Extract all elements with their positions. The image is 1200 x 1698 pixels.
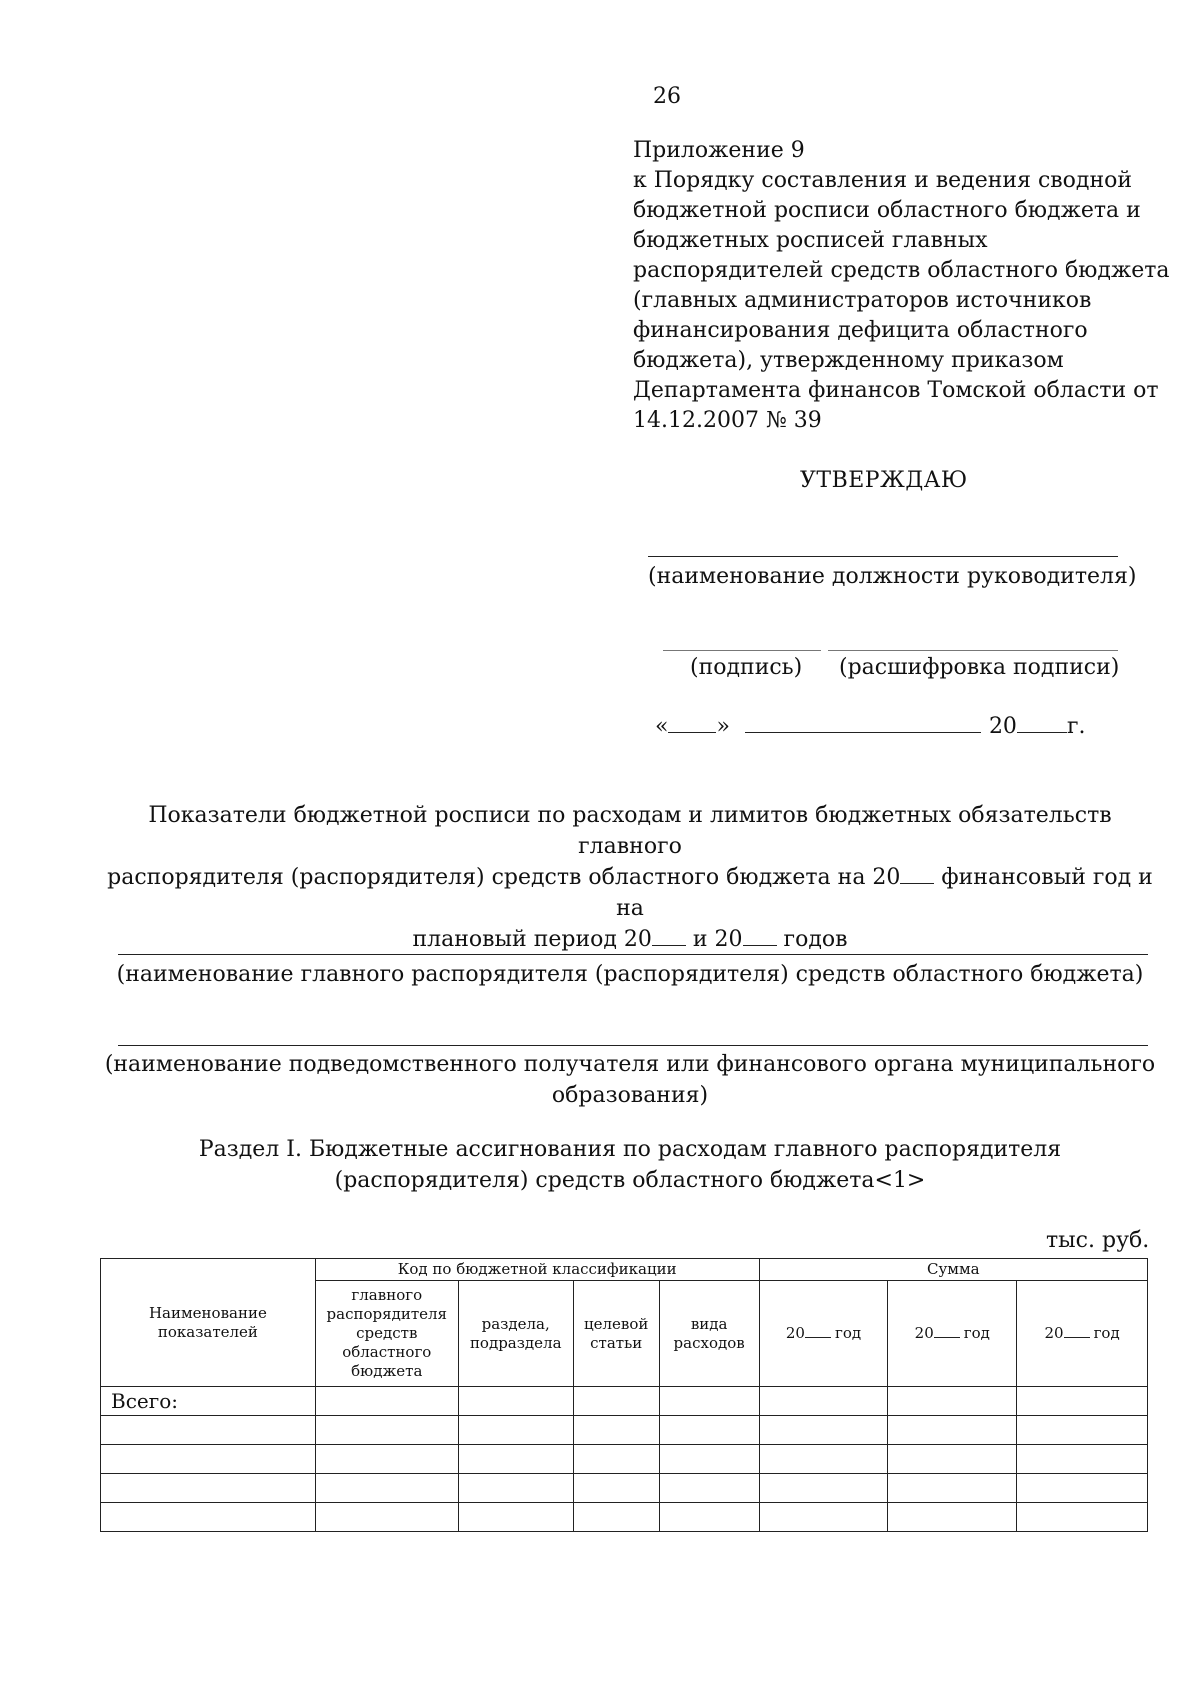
section-title-line-2: (распорядителя) средств областного бюджета<1> — [334, 1168, 926, 1193]
year-1-blank[interactable] — [805, 1325, 831, 1338]
table-cell[interactable] — [759, 1387, 888, 1416]
table-cell[interactable] — [1017, 1445, 1148, 1474]
table-cell[interactable] — [1017, 1503, 1148, 1532]
table-row — [101, 1445, 1148, 1474]
year-3-blank[interactable] — [1064, 1325, 1090, 1338]
position-blank-line[interactable] — [648, 556, 1118, 557]
table-cell[interactable] — [315, 1387, 458, 1416]
subordinate-blank-line[interactable] — [118, 1045, 1148, 1046]
table-cell[interactable] — [315, 1503, 458, 1532]
units-label: тыс. руб. — [1046, 1228, 1150, 1253]
table-cell[interactable] — [458, 1387, 573, 1416]
table-cell[interactable] — [1017, 1474, 1148, 1503]
title-line-3-part-3: годов — [776, 927, 848, 952]
appendix-line: распорядителей средств областного бюджета — [633, 258, 1170, 283]
date-year-suffix: г. — [1066, 714, 1086, 739]
table-cell[interactable] — [888, 1474, 1017, 1503]
title-line-2 — [100, 862, 1160, 924]
title-line-1: Показатели бюджетной росписи по расходам и лимитов бюджетных обязательств главного — [148, 803, 1112, 859]
plan-year-1-blank[interactable] — [652, 929, 686, 946]
date-day-blank[interactable] — [668, 714, 716, 733]
year-1-prefix: 20 — [785, 1324, 805, 1342]
table-cell[interactable] — [458, 1445, 573, 1474]
classification-header: Код по бюджетной классификации — [315, 1259, 759, 1281]
date-month-blank[interactable] — [745, 714, 981, 733]
table-cell[interactable] — [573, 1445, 659, 1474]
table-cell[interactable] — [458, 1474, 573, 1503]
table-cell[interactable] — [315, 1416, 458, 1445]
table-cell[interactable] — [315, 1474, 458, 1503]
appendix-line: бюджета), утвержденному приказом — [633, 348, 1064, 373]
subordinate-caption-line-1: (наименование подведомственного получателя или финансового органа муниципального — [104, 1052, 1156, 1077]
year-2-prefix: 20 — [914, 1324, 934, 1342]
table-cell[interactable] — [1017, 1387, 1148, 1416]
table-cell[interactable] — [573, 1387, 659, 1416]
subordinate-caption — [100, 1049, 1160, 1111]
table-cell[interactable] — [888, 1416, 1017, 1445]
title-line-3 — [100, 924, 1160, 955]
target-article-header: целевой статьи — [573, 1281, 659, 1387]
subordinate-caption-line-2: образования) — [551, 1083, 709, 1108]
table-cell[interactable] — [759, 1503, 888, 1532]
table-cell[interactable] — [759, 1474, 888, 1503]
year-2-header — [888, 1281, 1017, 1387]
year-1-suffix: год — [834, 1324, 862, 1342]
table-row-total — [101, 1387, 1148, 1416]
table-cell[interactable] — [573, 1503, 659, 1532]
table-cell[interactable] — [315, 1445, 458, 1474]
appendix-line: Департамента финансов Томской области от — [633, 378, 1159, 403]
expense-type-header: вида расходов — [659, 1281, 759, 1387]
table-cell[interactable] — [888, 1387, 1017, 1416]
indicator-header: Наименование показателей — [101, 1259, 316, 1387]
section-title-line-1: Раздел I. Бюджетные ассигнования по расходам главного распорядителя — [198, 1137, 1062, 1162]
table-cell[interactable] — [101, 1445, 316, 1474]
table-cell[interactable] — [101, 1503, 316, 1532]
appendix-line: бюджетной росписи областного бюджета и — [633, 198, 1141, 223]
table-cell[interactable] — [101, 1474, 316, 1503]
date-open-quote: « — [655, 714, 669, 739]
signature-decode-caption: (расшифровка подписи) — [839, 655, 1120, 680]
table-cell[interactable] — [573, 1474, 659, 1503]
page-number: 26 — [653, 84, 681, 109]
plan-year-2-blank[interactable] — [743, 929, 777, 946]
title-line-2-part-2: финансовый год и на — [616, 865, 1153, 921]
table-cell[interactable] — [659, 1445, 759, 1474]
main-distributor-blank-line[interactable] — [118, 954, 1148, 955]
signature-blank-line[interactable] — [663, 650, 821, 651]
fiscal-year-blank[interactable] — [900, 867, 934, 884]
date-year-prefix: 20 — [988, 714, 1017, 739]
signature-caption: (подпись) — [690, 655, 803, 680]
budget-allocations-table — [100, 1258, 1148, 1532]
total-label: Всего: — [101, 1387, 316, 1416]
sum-header: Сумма — [759, 1259, 1147, 1281]
table-cell[interactable] — [888, 1445, 1017, 1474]
appendix-reference — [633, 136, 1193, 436]
table-cell[interactable] — [101, 1416, 316, 1445]
appendix-line: бюджетных росписей главных — [633, 228, 988, 253]
year-3-suffix: год — [1093, 1324, 1120, 1342]
title-line-3-part-2: и 20 — [685, 927, 743, 952]
appendix-line: Приложение 9 — [633, 138, 805, 163]
year-1-header — [759, 1281, 888, 1387]
table-cell[interactable] — [659, 1503, 759, 1532]
signature-decode-blank-line[interactable] — [828, 650, 1118, 651]
table-cell[interactable] — [888, 1503, 1017, 1532]
document-title — [100, 800, 1160, 955]
appendix-line: 14.12.2007 № 39 — [633, 408, 822, 433]
table-cell[interactable] — [573, 1416, 659, 1445]
table-cell[interactable] — [1017, 1416, 1148, 1445]
appendix-line: к Порядку составления и ведения сводной — [633, 168, 1133, 193]
table-cell[interactable] — [458, 1503, 573, 1532]
year-3-prefix: 20 — [1044, 1324, 1064, 1342]
table-cell[interactable] — [659, 1387, 759, 1416]
title-line-2-part-1: распорядителя (распорядителя) средств областного бюджета на 20 — [107, 865, 901, 890]
date-close-quote: » — [716, 714, 730, 739]
section-title — [160, 1134, 1100, 1196]
appendix-line: (главных администраторов источников — [633, 288, 1092, 313]
year-2-blank[interactable] — [934, 1325, 960, 1338]
position-caption: (наименование должности руководителя) — [648, 564, 1137, 589]
table-cell[interactable] — [759, 1445, 888, 1474]
table-row — [101, 1503, 1148, 1532]
table-cell[interactable] — [458, 1416, 573, 1445]
date-year-blank[interactable] — [1017, 714, 1067, 733]
table-cell[interactable] — [759, 1416, 888, 1445]
table-cell[interactable] — [659, 1416, 759, 1445]
section-code-header: раздела, подраздела — [458, 1281, 573, 1387]
table-row — [101, 1416, 1148, 1445]
table-row — [101, 1474, 1148, 1503]
main-distributor-caption: (наименование главного распорядителя (распорядителя) средств областного бюджета) — [116, 962, 1144, 987]
approval-date-row — [655, 714, 1085, 739]
distributor-code-header: главного распорядителя средств областного бюджета — [315, 1281, 458, 1387]
table-cell[interactable] — [659, 1474, 759, 1503]
title-line-3-part-1: плановый период 20 — [412, 927, 652, 952]
year-3-header — [1017, 1281, 1148, 1387]
year-2-suffix: год — [963, 1324, 990, 1342]
appendix-line: финансирования дефицита областного — [633, 318, 1088, 343]
approval-heading: УТВЕРЖДАЮ — [800, 468, 968, 493]
